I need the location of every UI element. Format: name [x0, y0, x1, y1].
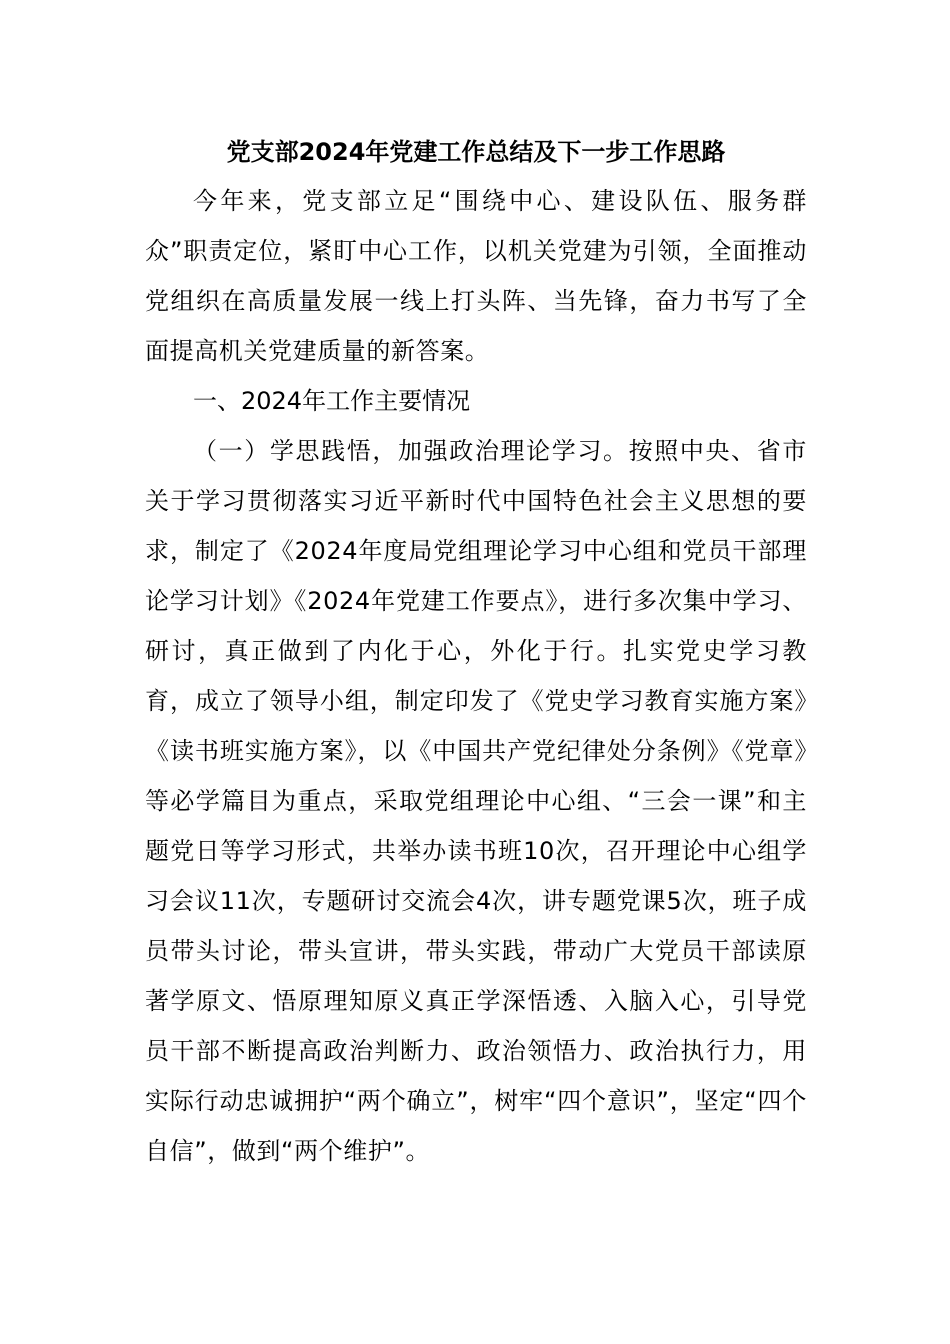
document-body: [145, 128, 807, 1176]
section-heading: 一、2024年工作主要情况: [193, 387, 471, 415]
document-title: 党支部2024年党建工作总结及下一步工作思路: [226, 138, 726, 166]
body-paragraph: （一）学思践悟，加强政治理论学习。按照中央、省市关于学习贯彻落实习近平新时代中国特色社会主义思想的要求，制定了《2024年度局党组理论学习中心组和党员干部理论学习计划》《2024年党建工作要点》，进行多次集中学习、研讨，真正做到了内化于心，外化于行。扎实党史学习教育，成立了领导小组，制定印发了《党史学习教育实施方案》《读书班实施方案》，以《中国共产党纪律处分条例》《党章》等必学篇目为重点，采取党组理论中心组、“三会一课”和主题党日等学习形式，共举办读书班10次，召开理论中心组学习会议11次，专题研讨交流会4次，讲专题党课5次，班子成员带头讨论，带头宣讲，带头实践，带动广大党员干部读原著学原文、悟原理知原义真正学深悟透、入脑入心，引导党员干部不断提高政治判断力、政治领悟力、政治执行力，用实际行动忠诚拥护“两个确立”，树牢“四个意识”，坚定“四个自信”，做到“两个维护”。: [145, 437, 807, 1165]
intro-paragraph: 今年来，党支部立足“围绕中心、建设队伍、服务群众”职责定位，紧盯中心工作，以机关党建为引领，全面推动党组织在高质量发展一线上打头阵、当先锋，奋力书写了全面提高机关党建质量的新答案。: [145, 187, 807, 365]
